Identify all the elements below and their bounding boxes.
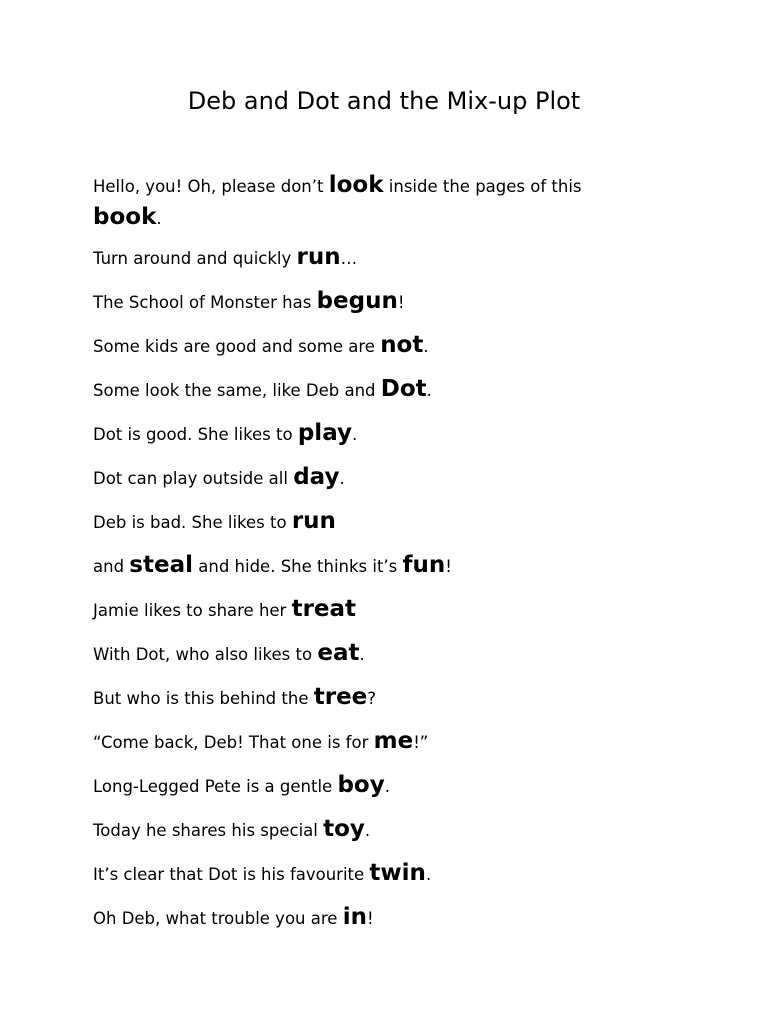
poem-line — [93, 772, 653, 800]
poem-line — [93, 288, 653, 316]
line-text: . — [339, 469, 345, 488]
line-text: ! — [366, 909, 374, 928]
rhyme-word: day — [293, 464, 340, 490]
line-text: Some look the same, like Deb and — [93, 381, 381, 400]
line-text: “Come back, Deb! That one is for — [93, 733, 374, 752]
line-text: Hello, you! Oh, please don’t — [93, 177, 329, 196]
rhyme-word: run — [296, 244, 341, 270]
line-text: . — [364, 821, 371, 840]
rhyme-word: book — [93, 204, 157, 230]
line-text: ! — [445, 557, 452, 576]
line-text: Long-Legged Pete is a gentle — [93, 777, 338, 796]
rhyme-word: toy — [323, 816, 365, 842]
document-title: Deb and Dot and the Mix-up Plot — [187, 87, 581, 115]
rhyme-word: run — [291, 508, 336, 534]
poem-line — [93, 596, 653, 624]
rhyme-word: eat — [317, 640, 360, 666]
line-text: Dot can play outside all — [93, 469, 294, 488]
poem-line — [93, 728, 653, 756]
rhyme-word: me — [373, 728, 414, 754]
line-text: Some kids are good and some are — [93, 337, 381, 356]
line-text: Dot is good. She likes to — [93, 425, 298, 444]
line-text: and hide. She thinks it’s — [193, 557, 403, 576]
poem-line — [93, 816, 653, 844]
line-text: !” — [413, 733, 429, 752]
line-text: It’s clear that Dot is his favourite — [93, 865, 370, 884]
rhyme-word: boy — [337, 772, 385, 798]
line-text: inside the pages of this — [383, 177, 582, 196]
line-text: . — [156, 209, 162, 228]
line-text: . — [425, 865, 432, 884]
poem-line — [93, 420, 653, 448]
rhyme-word: look — [328, 172, 384, 198]
rhyme-word: in — [342, 904, 367, 930]
poem-line — [93, 508, 653, 536]
line-text: Deb is bad. She likes to — [93, 513, 292, 532]
rhyme-word: tree — [313, 684, 368, 710]
poem-line — [93, 332, 653, 360]
line-text: The School of Monster has — [93, 293, 317, 312]
poem-line — [93, 904, 653, 932]
line-text: ? — [367, 689, 377, 708]
line-text: Today he shares his special — [93, 821, 324, 840]
rhyme-word: play — [297, 420, 352, 446]
line-text: . — [384, 777, 390, 796]
poem-line — [93, 170, 653, 234]
line-text: … — [340, 249, 358, 268]
poem-line — [93, 552, 653, 580]
poem-line — [93, 640, 653, 668]
poem-line — [93, 244, 653, 272]
line-text: . — [352, 425, 358, 444]
poem-line — [93, 860, 653, 888]
rhyme-word: steal — [129, 552, 193, 578]
rhyme-word: begun — [316, 288, 398, 314]
poem-line — [93, 684, 653, 712]
line-text: and — [93, 557, 130, 576]
line-text: Jamie likes to share her — [93, 601, 292, 620]
rhyme-word: Dot — [380, 376, 427, 402]
line-text: . — [426, 381, 432, 400]
rhyme-word: not — [380, 332, 424, 358]
poem-line — [93, 464, 653, 492]
line-text: But who is this behind the — [93, 689, 314, 708]
line-text: Turn around and quickly — [93, 249, 297, 268]
line-text: . — [423, 337, 429, 356]
poem-line — [93, 376, 653, 404]
line-text: Oh Deb, what trouble you are — [93, 909, 343, 928]
line-text: ! — [397, 293, 405, 312]
poem-body — [93, 170, 653, 948]
rhyme-word: fun — [402, 552, 446, 578]
line-text: . — [359, 645, 365, 664]
rhyme-word: treat — [291, 596, 357, 622]
line-text: With Dot, who also likes to — [93, 645, 318, 664]
rhyme-word: twin — [369, 860, 426, 886]
